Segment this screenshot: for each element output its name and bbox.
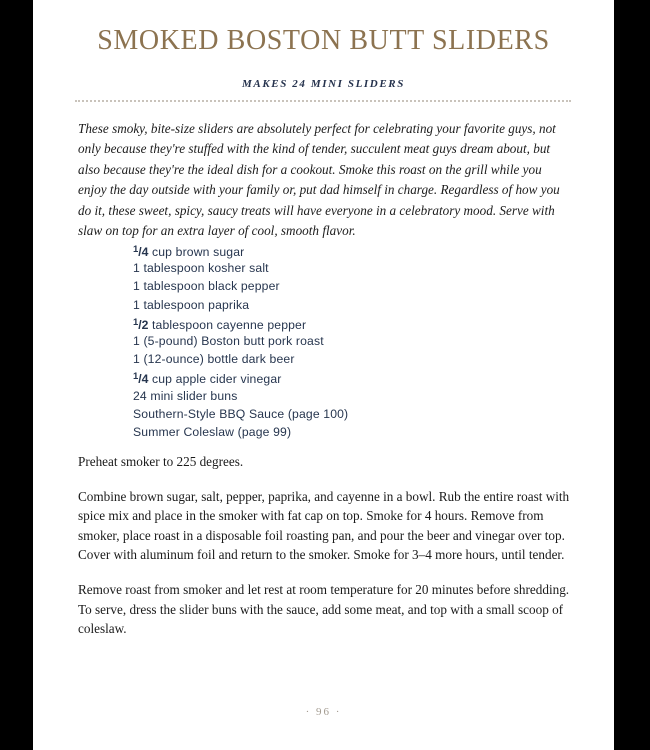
fraction-denominator: /4	[138, 245, 149, 259]
page-content	[33, 0, 614, 750]
ingredient-item	[133, 387, 533, 405]
ingredient-item	[133, 423, 533, 441]
page-title: SMOKED BOSTON BUTT SLIDERS	[97, 25, 550, 56]
ingredient-fraction	[133, 245, 148, 259]
ingredient-item	[133, 259, 533, 277]
ingredients-list	[133, 241, 533, 441]
ingredient-fraction	[133, 372, 148, 386]
fraction-denominator: /2	[138, 317, 149, 332]
ingredient-text: Southern-Style BBQ Sauce (page 100)	[133, 406, 349, 421]
ingredient-text: Summer Coleslaw (page 99)	[133, 424, 292, 439]
ingredient-text: 1 (12-ounce) bottle dark beer	[133, 352, 295, 367]
dotted-divider	[75, 100, 571, 104]
fraction-numerator: 1	[133, 316, 139, 328]
page-number-folio: · 96 ·	[305, 706, 342, 718]
ingredient-fraction	[133, 318, 148, 332]
ingredient-item	[133, 332, 533, 350]
ingredient-text: 1 tablespoon paprika	[133, 297, 250, 312]
ingredient-item	[133, 368, 533, 386]
instruction-paragraph: Remove roast from smoker and let rest at room temperature for 20 minutes before shredding. To serve, dress the slider buns with the sauce, add some meat, and top with a small scoop of coleslaw.	[78, 581, 570, 637]
ingredient-text: cup brown sugar	[148, 245, 245, 259]
intro-paragraph: These smoky, bite-size sliders are absolutely perfect for celebrating your favorite guys, not only because they're stuffed with the kind of tender, succulent meat guys dream about, but also because they're the ideal dish for a cookout. Smoke this roast on the grill while you enjoy the day outside with your family or, put dad himself in charge. Regardless of how you do it, these sweet, spicy, saucy treats will have everyone in a celebratory mood. Serve with slaw on top for an extra layer of cool, smooth flavor.	[78, 121, 560, 239]
fraction-numerator: 1	[133, 371, 139, 383]
ingredient-item	[133, 277, 533, 295]
ingredient-item	[133, 350, 533, 368]
recipe-page	[33, 0, 614, 750]
ingredient-item	[133, 296, 533, 314]
ingredient-text: 1 (5-pound) Boston butt pork roast	[133, 333, 324, 348]
ingredient-text: cup apple cider vinegar	[148, 372, 282, 387]
ingredient-item	[133, 314, 533, 332]
ingredient-text: 24 mini slider buns	[133, 388, 238, 403]
instructions-section	[78, 452, 571, 639]
ingredient-item	[133, 241, 533, 259]
ingredient-item	[133, 405, 533, 423]
instruction-paragraph: Preheat smoker to 225 degrees.	[78, 454, 244, 469]
fraction-denominator: /4	[138, 372, 149, 387]
instruction-paragraph: Combine brown sugar, salt, pepper, paprika, and cayenne in a bowl. Rub the entire roast with spice mix and place in the smoker with fat cap on top. Smoke for 4 hours. Remove from smoker, place roast in a disposable foil roasting pan, and pour the beer and vinegar over top. Cover with aluminum foil and return to the smoker. Smoke for 3–4 more hours, until tender.	[78, 488, 570, 563]
recipe-yield-subtitle: MAKES 24 MINI SLIDERS	[242, 78, 405, 90]
ingredient-text: tablespoon cayenne pepper	[148, 317, 307, 332]
ingredient-text: 1 tablespoon kosher salt	[133, 261, 269, 276]
ingredient-text: 1 tablespoon black pepper	[133, 279, 280, 294]
fraction-numerator: 1	[133, 244, 139, 255]
